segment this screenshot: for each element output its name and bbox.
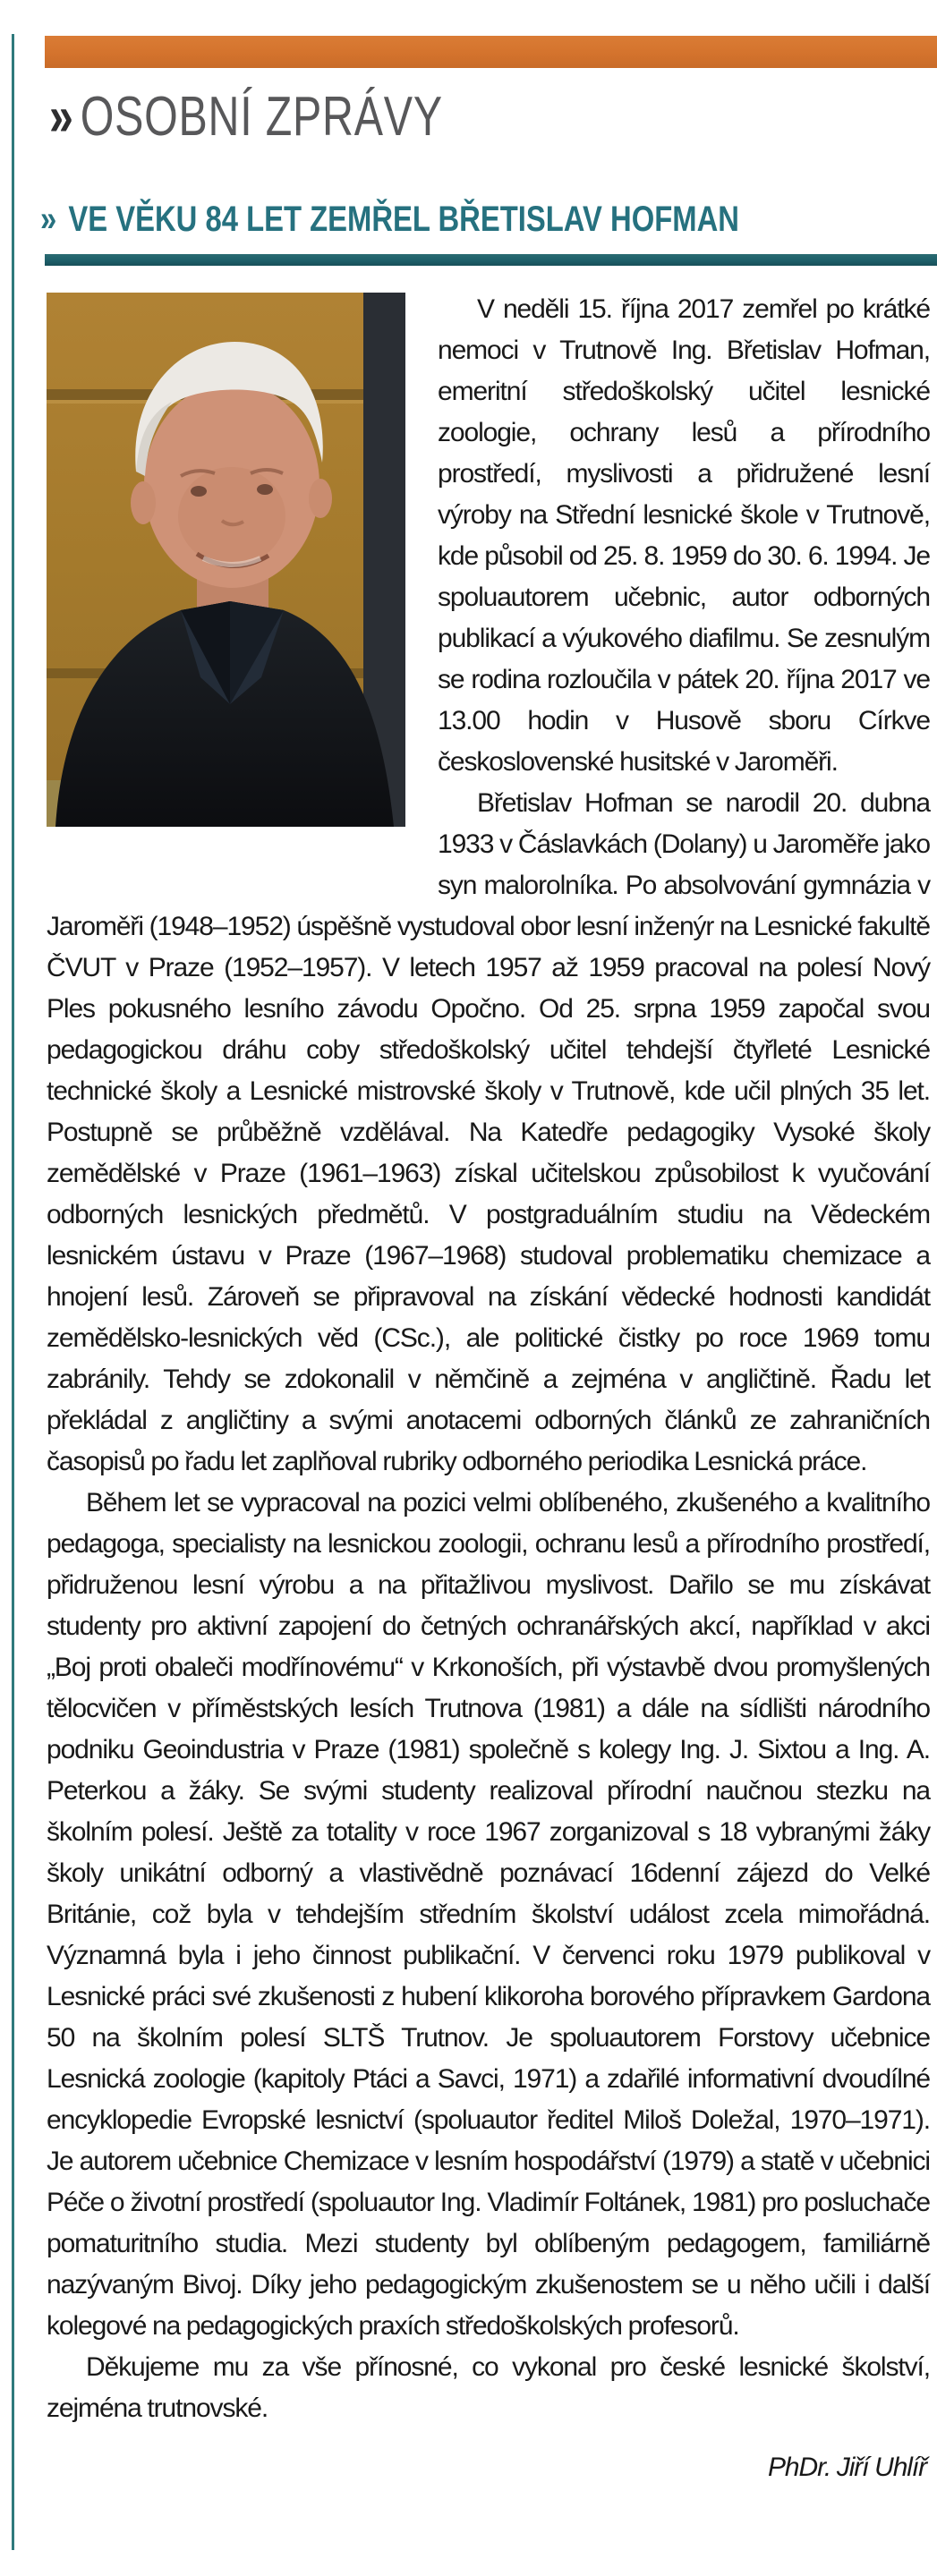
article-paragraph-4: Děkujeme mu za vše přínosné, co vykonal pro české lesnické školství, zejména trutnovské. xyxy=(47,2352,930,2423)
author-signature: PhDr. Jiří Uhlíř xyxy=(768,2453,926,2482)
section-title: OSOBNÍ ZPRÁVY xyxy=(80,86,443,148)
portrait-photo xyxy=(47,293,405,827)
section-header xyxy=(49,86,742,149)
article-paragraph-3: Během let se vypracoval na pozici velmi oblíbeného, zkušeného a kvalitního pedagoga, specialisty na lesnickou zoologii, ochranu lesů a přírodního prostředí, přidruženou lesní výrobu a na přitažlivou myslivost. Dařilo se mu získávat studenty pro aktivní zapojení do četných ochranářských akcí, například v akci „Boj proti obaleči modřínovému“ v Krkonoších, při výstavbě dvou promyšlených tělocvičen v příměstských lesích Trutnova (1981) a dále na sídlišti národního podniku Geoindustria v Praze (1981) společně s kolegy Ing. J. Sixtou a Ing. A. Peterkou a žáky. Se svými studenty realizoval přírodní naučnou stezku na školním polesí. Ještě za totality v roce 1967 zorganizoval s 18 vybranými žáky školy unikátní odborný a vlastivědně poznávací 16denní zájezd do Velké Británie, což byla v tehdejším středním školství událost zcela mimořádná. Významná byla i jeho činnost publikační. V červenci roku 1979 publikoval v Lesnické práci své zkušenosti z hubení klikoroha borového přípravkem Gardona 50 na školním polesí SLTŠ Trutnov. Je spoluautorem Forstovy učebnice Lesnická zoologie (kapitoly Ptáci a Savci, 1971) a zdařilé informativní dvoudílné encyklopedie Evropské lesnictví (spoluautor ředitel Miloš Doležal, 1970–1971). Je autorem učebnice Chemizace v lesním hospodářství (1979) a statě v učebnici Péče o životní prostředí (spoluautor Ing. Vladimír Foltánek, 1981) pro posluchače pomaturitního studia. Mezi studenty byl oblíbeným pedagogem, familiárně nazývaným Bivoj. Díky jeho pedagogickým zkušenostem se u něho učili i další kolegové na pedagogických praxích středoškolských profesorů. xyxy=(47,1488,930,2341)
headline-text: VE VĚKU 84 LET ZEMŘEL BŘETISLAV HOFMAN xyxy=(68,200,739,239)
double-chevron-icon: » xyxy=(49,86,71,148)
chevron-icon: » xyxy=(40,200,57,239)
left-margin-rule xyxy=(12,34,14,2550)
article-paragraph-1: V neděli 15. října 2017 zemřel po krátké nemoci v Trutnově Ing. Břetislav Hofman, emeritní středoškolský učitel lesnické zoologie, ochrany lesů a přírodního prostředí, myslivosti a přidružené lesní výroby na Střední lesnické škole v Trutnově, kde působil od 25. 8. 1959 do 30. 6. 1994. Je spoluautorem učebnic, autor odborných publikací a výukového diafilmu. Se zesnulým se rodina rozloučila v pátek 20. října 2017 ve 13.00 hodin v Husově sboru Církve československé husitské v Jaroměři. xyxy=(438,294,930,777)
section-accent-bar xyxy=(45,36,937,68)
article-paragraph-2: Břetislav Hofman se narodil 20. dubna 1933 v Čáslavkách (Dolany) u Jaroměře jako syn malorolníka. Po absolvování gymnázia v Jaroměři (1948–1952) úspěšně vystudoval obor lesní inženýr na Lesnické fakultě ČVUT v Praze (1952–1957). V letech 1957 až 1959 pracoval na polesí Nový Ples pokusného lesního závodu Opočno. Od 25. srpna 1959 započal svou pedagogickou dráhu coby středoškolský učitel tehdejší čtyřleté Lesnické technické školy a Lesnické mistrovské školy v Trutnově, kde učil plných 35 let. Postupně se průběžně vzdělával. Na Katedře pedagogiky Vysoké školy zemědělské v Praze (1961–1963) získal učitelskou způsobilost k vyučování odborných lesnických předmětů. V postgraduálním studiu na Vědeckém lesnickém ústavu v Praze (1967–1968) studoval problematiku chemizace a hnojení lesů. Zároveň se připravoval na získání vědecké hodnosti kandidát zemědělsko-lesnických věd (CSc.), ale politické čistky po roce 1969 tomu zabránily. Tehdy se zdokonalil v němčině a zejména v angličtině. Řadu let překládal z angličtiny a svými anotacemi odborných článků ze zahraničních časopisů po řadu let zaplňoval rubriky odborného periodika Lesnická práce. xyxy=(47,788,930,1476)
article-body xyxy=(47,289,930,2488)
headline-rule xyxy=(45,254,937,266)
article-headline xyxy=(40,199,776,240)
